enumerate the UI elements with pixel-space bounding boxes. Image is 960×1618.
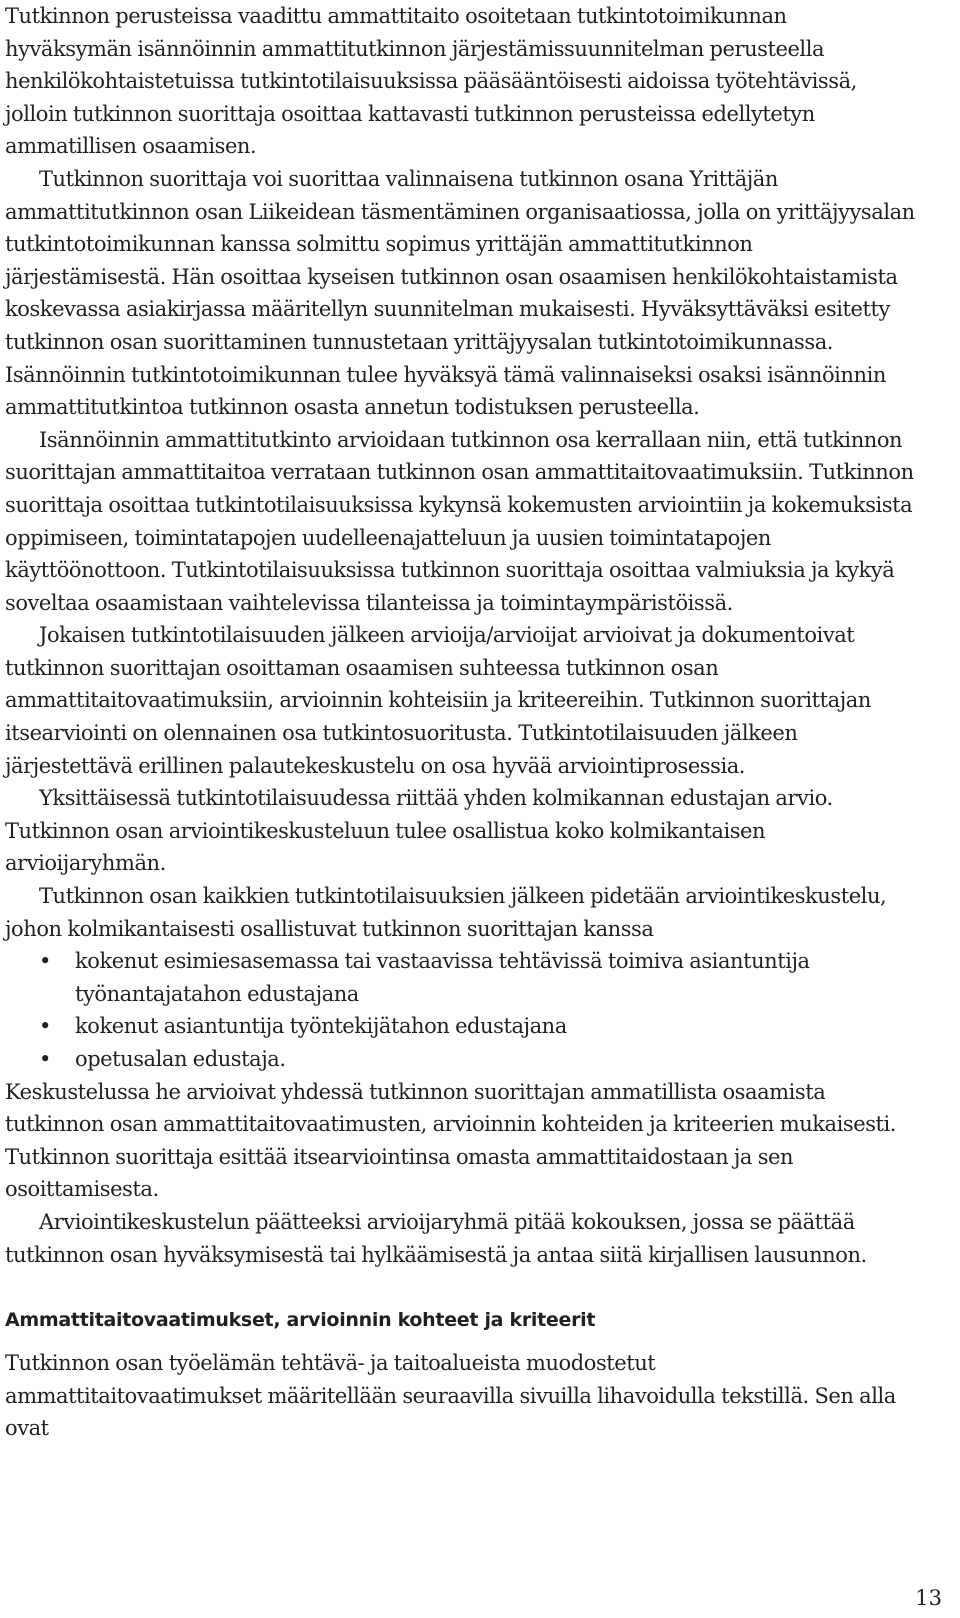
document-page bbox=[5, 0, 915, 1445]
bullet-symbol: • bbox=[39, 1014, 51, 1039]
paragraph-documentation: Jokaisen tutkintotilaisuuden jälkeen arvioija/arvioijat arvioivat ja dokumentoivat tutkinnon suorittajan osoittaman osaamisen suhteessa tutkinnon osan ammattitaitovaatimuksiin, arvioinnin kohteisiin ja kriteereihin. Tutkinnon suorittajan itsearviointi on olennainen osa tutkintosuoritusta. Tutkintotilaisuuden jälkeen järjestettävä erillinen palautekeskustelu on osa hyvää arviointiprosessia. bbox=[5, 623, 871, 778]
bullet-symbol: • bbox=[39, 949, 51, 974]
bullet-symbol: • bbox=[39, 1047, 51, 1071]
list-item bbox=[5, 1043, 915, 1076]
page-number: 13 bbox=[915, 1586, 942, 1610]
paragraph-decision: Arviointikeskustelun päätteeksi arvioijaryhmä pitää kokouksen, jossa se päättää tutkinnon osan hyväksymisestä tai hylkäämisestä ja antaa siitä kirjallisen lausunnon. bbox=[5, 1209, 867, 1267]
paragraph-assessment-discussion: Tutkinnon osan kaikkien tutkintotilaisuuksien jälkeen pidetään arviointikeskustelu, johon kolmikantaisesti osallistuvat tutkinnon suorittajan kanssa bbox=[5, 884, 887, 941]
paragraph-assessment-basis: Tutkinnon perusteissa vaadittu ammattitaito osoitetaan tutkintotoimikunnan hyväksymän isännöinnin ammattitutkinnon järjestämissuunnitelman perusteella henkilökohtaistetuissa tutkintotilaisuuksissa pääsääntöisesti aidoissa työtehtävissä, jolloin tutkinnon suorittaja osoittaa kattavasti tutkinnon perusteissa edellytetyn ammatillisen osaamisen. bbox=[5, 4, 857, 159]
paragraph-tripartite-assessor: Yksittäisessä tutkintotilaisuudessa riittää yhden kolmikannan edustajan arvio. Tutkinnon osan arviointikeskusteluun tulee osallistua koko kolmikantaisen arvioijaryhmän. bbox=[5, 786, 833, 876]
list-item bbox=[5, 945, 915, 1010]
list-item-text: kokenut asiantuntija työntekijätahon edustajana bbox=[75, 1014, 567, 1039]
section-heading: Ammattitaitovaatimukset, arvioinnin kohteet ja kriteerit bbox=[5, 1309, 596, 1332]
paragraph-discussion-content: Keskustelussa he arvioivat yhdessä tutkinnon suorittajan ammatillista osaamista tutkinnon osan ammattitaitovaatimusten, arvioinnin kohteiden ja kriteerien mukaisesti. Tutkinnon suorittaja esittää itsearviointinsa omasta ammattitaidostaan ja sen osoittamisesta. bbox=[5, 1079, 896, 1202]
list-item-text: opetusalan edustaja. bbox=[75, 1047, 286, 1071]
participant-list bbox=[5, 945, 915, 1075]
list-item-text: kokenut esimiesasemassa tai vastaavissa tehtävissä toimiva asiantuntija työnantajatahon edustajana bbox=[75, 949, 810, 1006]
list-item bbox=[5, 1010, 915, 1043]
paragraph-section-intro: Tutkinnon osan työelämän tehtävä- ja taitoalueista muodostetut ammattitaitovaatimukset määritellään seuraavilla sivuilla lihavoidulla tekstillä. Sen alla ovat bbox=[5, 1351, 896, 1441]
paragraph-optional-module: Tutkinnon suorittaja voi suorittaa valinnaisena tutkinnon osana Yrittäjän ammattitutkinnon osan Liikeidean täsmentäminen organisaatiossa, jolla on yrittäjyysalan tutkintotoimikunnan kanssa solmittu sopimus yrittäjän ammattitutkinnon järjestämisestä. Hän osoittaa kyseisen tutkinnon osan osaamisen henkilökohtaistamista koskevassa asiakirjassa määritellyn suunnitelman mukaisesti. Hyväksyttäväksi esitetty tutkinnon osan suorittaminen tunnustetaan yrittäjyysalan tutkintotoimikunnassa. Isännöinnin tutkintotoimikunnan tulee hyväksyä tämä valinnaiseksi osaksi isännöinnin ammattitutkintoa tutkinnon osasta annetun todistuksen perusteella. bbox=[5, 166, 915, 420]
paragraph-evaluation-method: Isännöinnin ammattitutkinto arvioidaan tutkinnon osa kerrallaan niin, että tutkinnon suorittajan ammattitaitoa verrataan tutkinnon osan ammattitaitovaatimuksiin. Tutkinnon suorittaja osoittaa tutkintotilaisuuksissa kykynsä kokemusten arviointiin ja kokemuksista oppimiseen, toimintatapojen uudelleenajatteluun ja uusien toimintatapojen käyttöönottoon. Tutkintotilaisuuksissa tutkinnon suorittaja osoittaa valmiuksia ja kykyä soveltaa osaamistaan vaihtelevissa tilanteissa ja toimintaympäristöissä. bbox=[5, 427, 914, 615]
